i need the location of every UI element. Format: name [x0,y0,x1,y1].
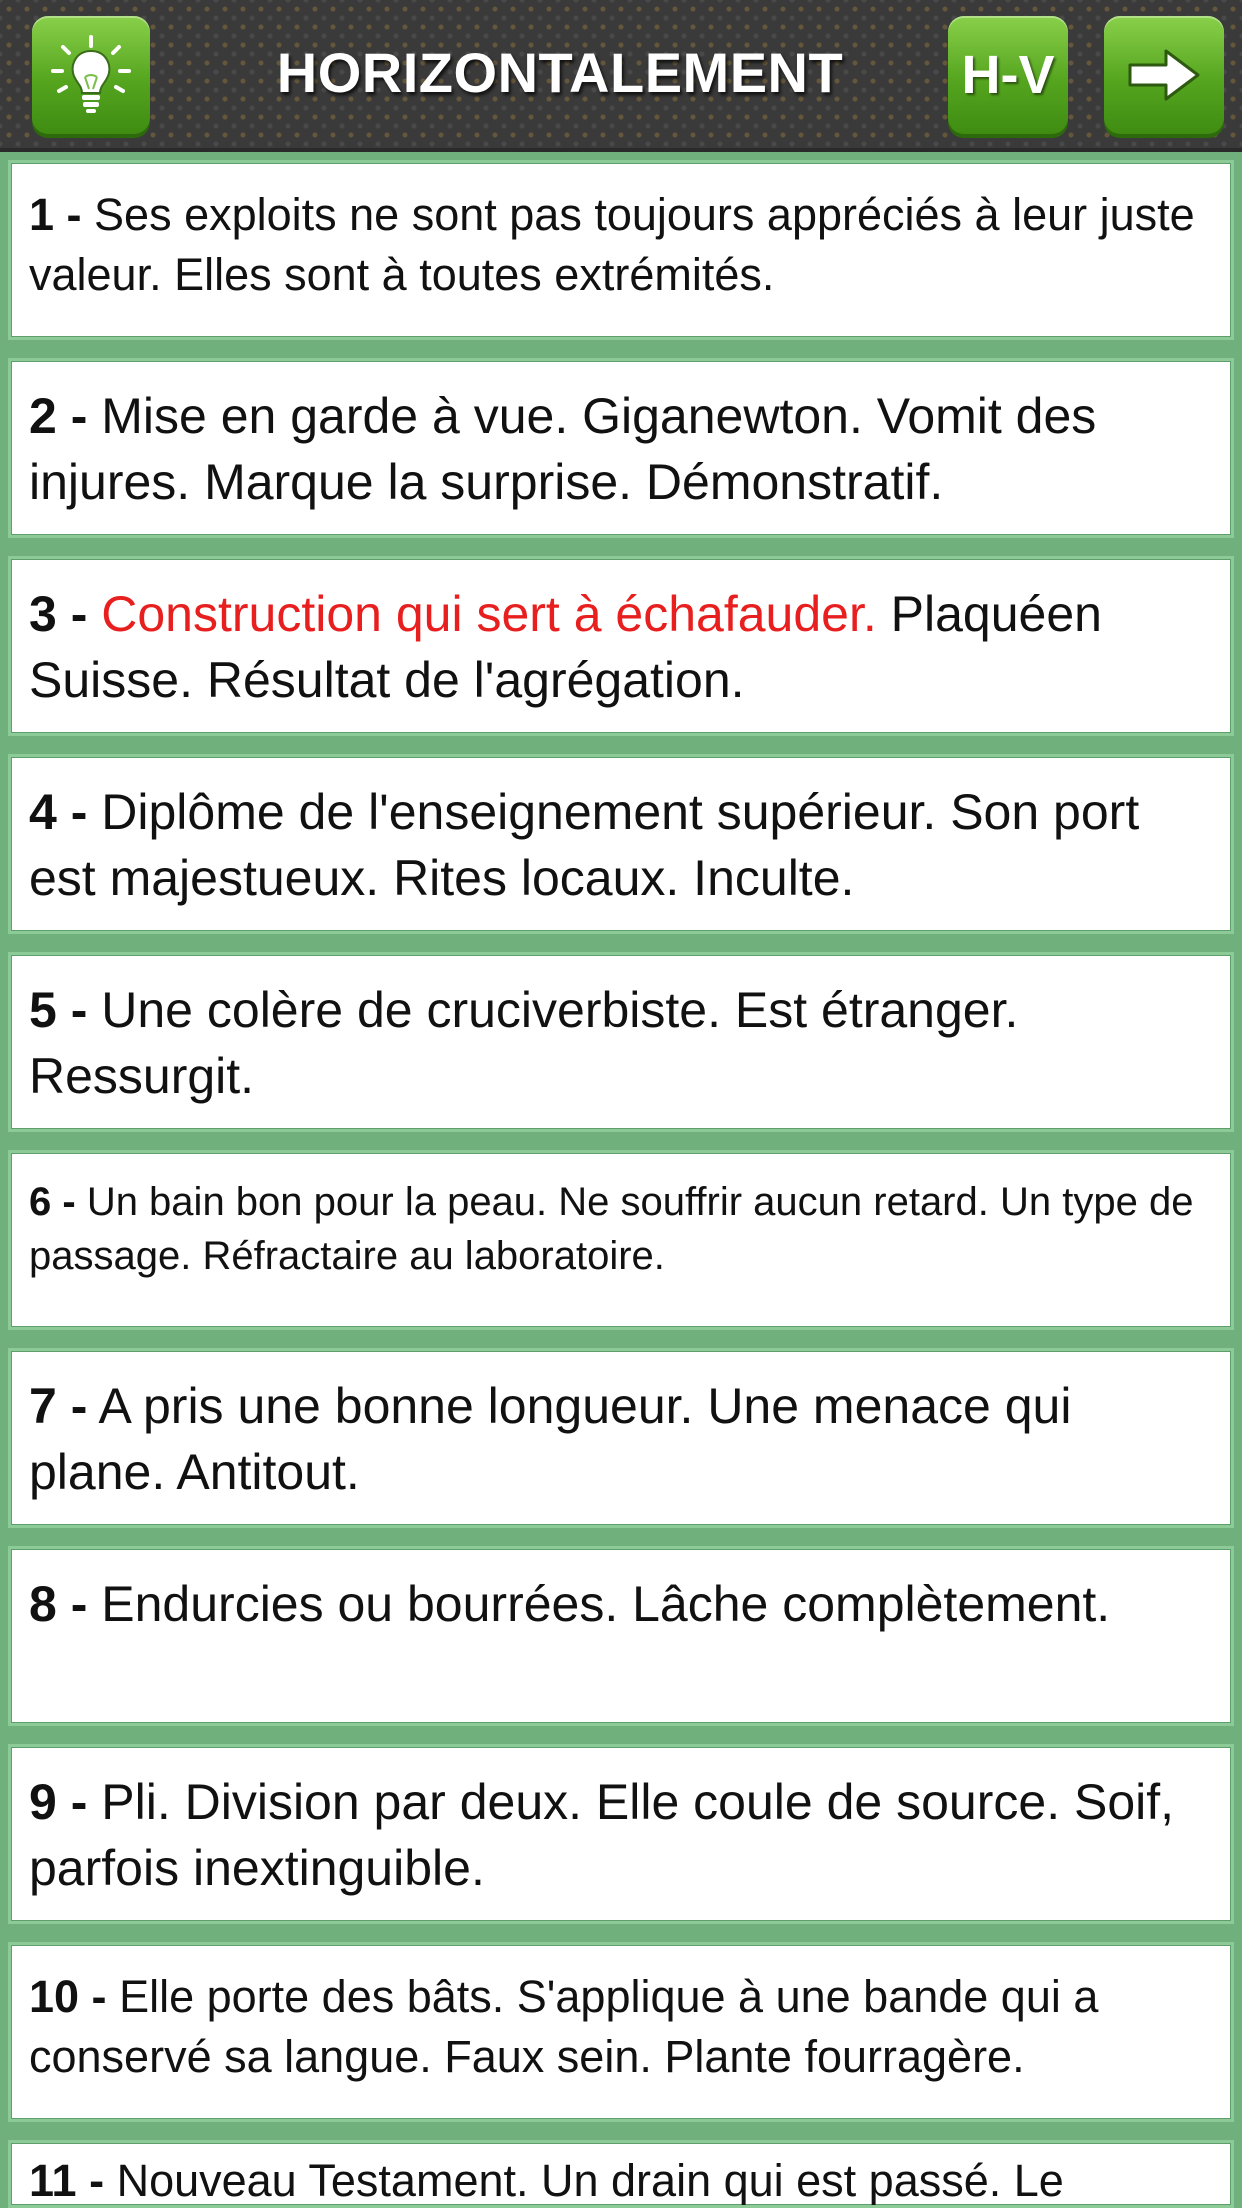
clue-item[interactable] [8,2140,1234,2208]
clue-highlight: Construction qui sert à échafauder. [101,586,877,642]
clue-number: 1 - [29,189,82,240]
clue-number: 8 - [29,1576,88,1632]
clue-text: Ses exploits ne sont pas toujours appréciés à leur juste valeur. Elles sont à toutes extrémités. [29,189,1195,300]
clue-text: Endurcies ou bourrées. Lâche complètement. [101,1576,1111,1632]
clue-number: 3 - [29,586,88,642]
clue-item[interactable] [8,1546,1234,1726]
clue-text: Pli. Division par deux. Elle coule de source. Soif, parfois inextinguible. [29,1774,1175,1896]
clue-text: Nouveau Testament. Un drain qui est passé. Le [116,2155,1064,2206]
clue-text: Elle porte des bâts. S'applique à une bande qui a conservé sa langue. Faux sein. Plante fourragère. [29,1971,1099,2082]
toggle-direction-label: H-V [961,45,1055,105]
clue-item[interactable] [8,1744,1234,1924]
clue-text: A pris une bonne longueur. Une menace qui plane. Antitout. [29,1378,1072,1500]
clue-item[interactable] [8,754,1234,934]
page-title: HORIZONTALEMENT [276,41,844,104]
clue-text: Diplôme de l'enseignement supérieur. Son port est majestueux. Rites locaux. Inculte. [29,784,1140,906]
next-button[interactable] [1104,16,1224,134]
clue-item[interactable] [8,952,1234,1132]
clue-number: 6 - [29,1180,76,1224]
clue-number: 11 - [29,2155,105,2206]
toggle-direction-button[interactable] [948,16,1068,134]
clue-text: Plaquéen Suisse. Résultat de l'agrégation. [29,586,1102,708]
clue-number: 4 - [29,784,88,840]
clue-item[interactable] [8,160,1234,340]
lightbulb-icon [49,33,133,117]
clue-text: Un bain bon pour la peau. Ne souffrir aucun retard. Un type de passage. Réfractaire au laboratoire. [29,1180,1194,1278]
clue-item[interactable] [8,358,1234,538]
top-bar [0,0,1242,152]
clue-number: 2 - [29,388,88,444]
clue-text: Mise en garde à vue. Giganewton. Vomit des injures. Marque la surprise. Démonstratif. [29,388,1097,510]
clue-item[interactable] [8,1942,1234,2122]
clue-item[interactable] [8,556,1234,736]
hint-button[interactable] [32,16,150,134]
clue-number: 5 - [29,982,88,1038]
clue-number: 9 - [29,1774,88,1830]
clue-text: Une colère de cruciverbiste. Est étranger. Ressurgit. [29,982,1019,1104]
clue-item[interactable] [8,1348,1234,1528]
clue-item[interactable] [8,1150,1234,1330]
clue-number: 10 - [29,1971,107,2022]
clue-number: 7 - [29,1378,88,1434]
arrow-right-icon [1124,45,1204,105]
